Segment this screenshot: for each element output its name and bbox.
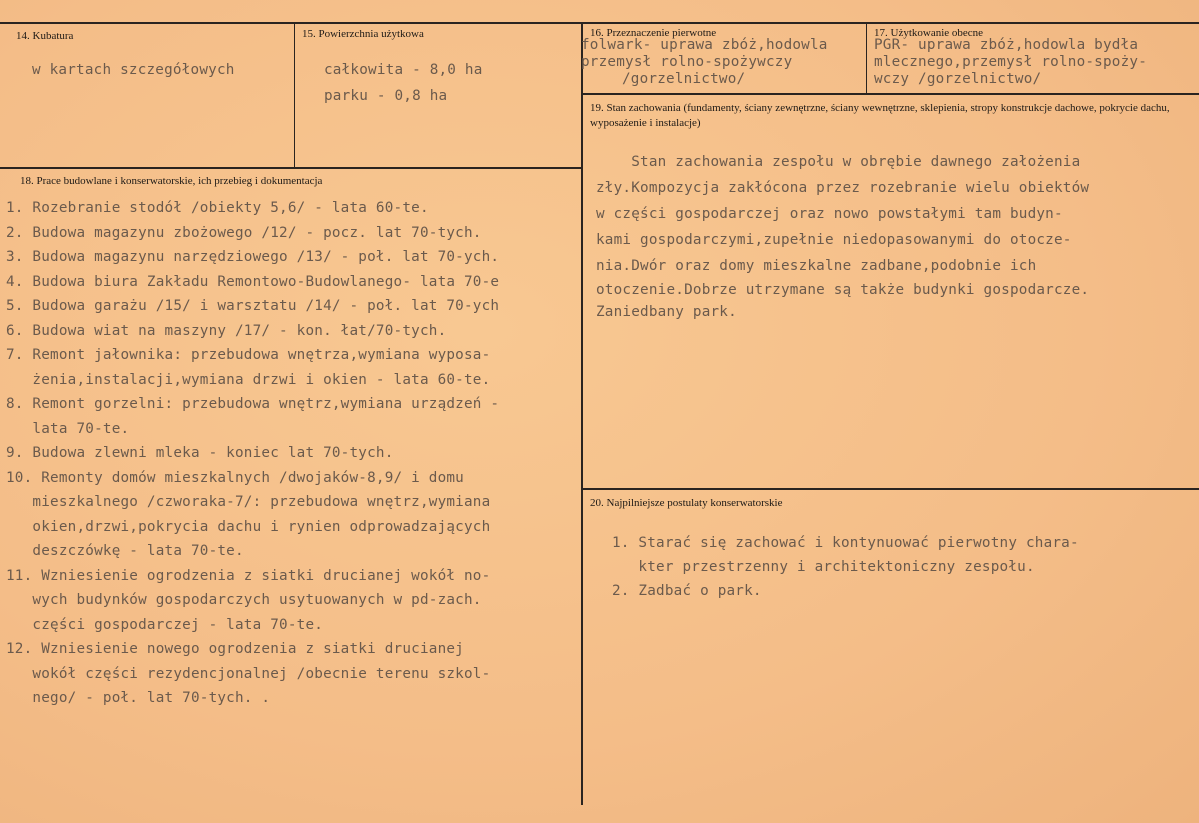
section-15-line-1: całkowita - 8,0 ha bbox=[324, 62, 483, 78]
divider-vertical-main bbox=[581, 22, 583, 805]
list-item: 11. Wzniesienie ogrodzenia z siatki drucianej wokół no- bbox=[6, 567, 491, 584]
list-item: okien,drzwi,pokrycia dachu i rynien odprowadzających bbox=[6, 518, 491, 535]
list-item: nego/ - poł. lat 70-tych. . bbox=[6, 690, 271, 706]
list-item: 10. Remonty domów mieszkalnych /dwojaków-8,9/ i domu bbox=[6, 469, 464, 486]
section-19-line-3: w części gospodarczej oraz nowo powstałymi tam budyn- bbox=[596, 206, 1063, 222]
divider-horizontal-20 bbox=[581, 488, 1199, 490]
section-14-header: 14. Kubatura bbox=[16, 30, 74, 42]
section-20-line-2: kter przestrzenny i architektoniczny zespołu. bbox=[612, 559, 1035, 575]
list-item: części gospodarczej - lata 70-te. bbox=[6, 616, 324, 633]
section-18-header: 18. Prace budowlane i konserwatorskie, ich przebieg i dokumentacja bbox=[20, 175, 323, 187]
section-19-header: 19. Stan zachowania (fundamenty, ściany zewnętrzne, ściany wewnętrzne, sklepienia, stropy konstrukcje dachowe, pokrycie dachu, wyposażenie i instalacje) bbox=[590, 102, 1170, 129]
divider-horizontal-18 bbox=[0, 167, 583, 169]
list-item: 4. Budowa biura Zakładu Remontowo-Budowlanego- lata 70-e bbox=[6, 273, 500, 290]
section-17-line-3: wczy /gorzelnictwo/ bbox=[874, 71, 1042, 87]
section-19-line-5: nia.Dwór oraz domy mieszkalne zadbane,podobnie ich bbox=[596, 258, 1037, 274]
list-item: 9. Budowa zlewni mleka - koniec lat 70-tych. bbox=[6, 445, 394, 461]
section-15-header: 15. Powierzchnia użytkowa bbox=[302, 28, 424, 40]
list-item: lata 70-te. bbox=[6, 420, 130, 437]
section-16-line-3: /gorzelnictwo/ bbox=[622, 71, 746, 87]
section-14-text: w kartach szczegółowych bbox=[32, 62, 235, 78]
list-item: 7. Remont jałownika: przebudowa wnętrza,wymiana wyposa- bbox=[6, 347, 491, 363]
section-20-line-3: 2. Zadbać o park. bbox=[612, 583, 762, 599]
divider-vertical-16-17 bbox=[866, 22, 867, 94]
list-item: 8. Remont gorzelni: przebudowa wnętrz,wymiana urządzeń - bbox=[6, 396, 500, 412]
list-item: żenia,instalacji,wymiana drzwi i okien - lata 60-te. bbox=[6, 371, 491, 388]
section-16-line-1: folwark- uprawa zbóż,hodowla bbox=[581, 37, 828, 53]
section-15-line-2: parku - 0,8 ha bbox=[324, 88, 448, 104]
section-19-line-6: otoczenie.Dobrze utrzymane są także budynki gospodarcze. bbox=[596, 282, 1090, 298]
section-19-line-1: Stan zachowania zespołu w obrębie dawnego założenia bbox=[596, 154, 1081, 170]
section-16-header: 16. Przeznaczenie pierwotne bbox=[590, 27, 717, 39]
divider-horizontal-19 bbox=[581, 93, 1199, 95]
list-item: wokół części rezydencjonalnej /obecnie terenu szkol- bbox=[6, 665, 491, 682]
list-item: wych budynków gospodarczych usytuowanych w pd-zach. bbox=[6, 592, 482, 608]
list-item: deszczówkę - lata 70-te. bbox=[6, 543, 244, 559]
list-item: 12. Wzniesienie nowego ogrodzenia z siatki drucianej bbox=[6, 641, 464, 657]
section-19-line-7: Zaniedbany park. bbox=[596, 304, 737, 320]
list-item: 1. Rozebranie stodół /obiekty 5,6/ - lata 60-te. bbox=[6, 200, 429, 216]
section-20-line-1: 1. Starać się zachować i kontynuować pierwotny chara- bbox=[612, 535, 1079, 551]
list-item: 3. Budowa magazynu narzędziowego /13/ - poł. lat 70-ych. bbox=[6, 249, 500, 265]
section-17-header: 17. Użytkowanie obecne bbox=[874, 27, 984, 39]
list-item: 6. Budowa wiat na maszyny /17/ - kon. łat/70-tych. bbox=[6, 322, 447, 339]
list-item: 5. Budowa garażu /15/ i warsztatu /14/ - poł. lat 70-ych bbox=[6, 298, 500, 314]
divider-top-horizontal bbox=[0, 22, 1199, 24]
list-item: 2. Budowa magazynu zbożowego /12/ - pocz. lat 70-tych. bbox=[6, 224, 482, 241]
section-17-line-2: mlecznego,przemysł rolno-spoży- bbox=[874, 54, 1148, 70]
section-16-line-2: przemysł rolno-spożywczy bbox=[581, 54, 793, 70]
list-item: mieszkalnego /czworaka-7/: przebudowa wnętrz,wymiana bbox=[6, 494, 491, 510]
section-19-line-4: kami gospodarczymi,zupełnie niedopasowanymi do otocze- bbox=[596, 232, 1072, 248]
section-17-line-1: PGR- uprawa zbóż,hodowla bydła bbox=[874, 37, 1139, 53]
divider-vertical-14-15 bbox=[294, 22, 295, 168]
section-19-line-2: zły.Kompozycja zakłócona przez rozebranie wielu obiektów bbox=[596, 180, 1090, 196]
section-20-header: 20. Najpilniejsze postulaty konserwatorskie bbox=[590, 497, 783, 509]
